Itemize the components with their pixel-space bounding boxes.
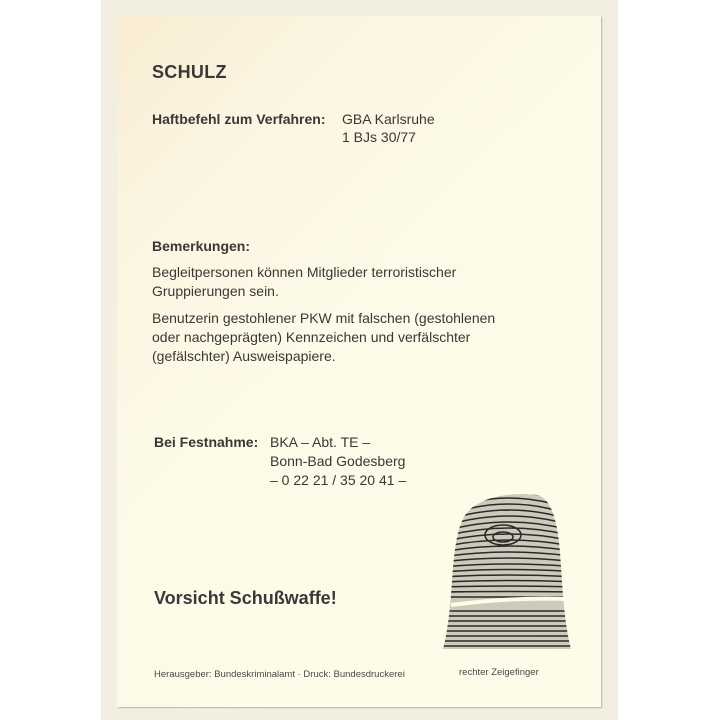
remarks-heading: Bemerkungen: xyxy=(152,238,251,254)
remarks-p1-line1: Begleitpersonen können Mitglieder terroristischer xyxy=(152,264,457,280)
fingerprint-caption: rechter Zeigefinger xyxy=(459,667,539,678)
warrant-case-number: 1 BJs 30/77 xyxy=(342,129,416,145)
warrant-label: Haftbefehl zum Verfahren: xyxy=(152,111,326,127)
remarks-p2-line3: (gefälschter) Ausweispapiere. xyxy=(152,348,336,364)
publisher-line: Herausgeber: Bundeskriminalamt · Druck: Bundesdruckerei xyxy=(154,669,405,680)
remarks-p2-line1: Benutzerin gestohlener PKW mit falschen (gestohlenen xyxy=(152,310,496,326)
arrest-label: Bei Festnahme: xyxy=(154,434,259,450)
remarks-p1-line2: Gruppierungen sein. xyxy=(152,283,279,299)
arrest-agency: BKA – Abt. TE – xyxy=(270,434,371,450)
warrant-court: GBA Karlsruhe xyxy=(342,111,435,127)
remarks-p2-line2: oder nachgeprägten) Kennzeichen und verfälschter xyxy=(152,329,471,345)
firearm-warning: Vorsicht Schußwaffe! xyxy=(154,588,337,608)
arrest-phone: – 0 22 21 / 35 20 41 – xyxy=(270,472,407,488)
arrest-location: Bonn-Bad Godesberg xyxy=(270,453,406,469)
fingerprint-icon xyxy=(441,487,577,657)
person-name: SCHULZ xyxy=(152,62,227,82)
